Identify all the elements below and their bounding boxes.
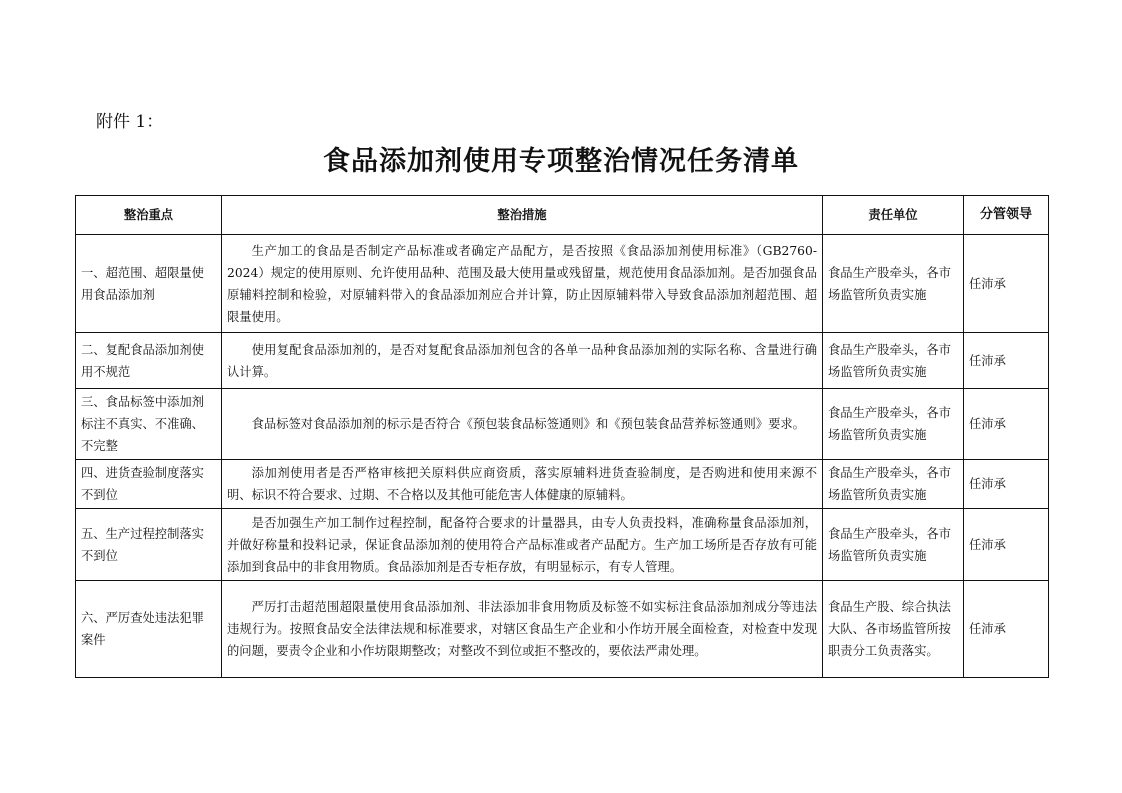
cell-focus: 一、超范围、超限量使用食品添加剂 [76, 235, 222, 333]
table-row [76, 581, 1049, 678]
cell-focus: 二、复配食品添加剂使用不规范 [76, 333, 222, 389]
cell-measures: 食品标签对食品添加剂的标示是否符合《预包装食品标签通则》和《预包装食品营养标签通则》要求。 [222, 389, 823, 460]
cell-leader: 任沛承 [964, 333, 1049, 389]
cell-measures: 生产加工的食品是否制定产品标准或者确定产品配方，是否按照《食品添加剂使用标准》（GB2760-2024）规定的使用原则、允许使用品种、范围及最大使用量或残留量，规范使用食品添加剂。是否加强食品原辅料控制和检验，对原辅料带入的食品添加剂应合并计算，防止因原辅料带入导致食品添加剂超范围、超限量使用。 [222, 235, 823, 333]
cell-focus: 三、食品标签中添加剂标注不真实、不准确、不完整 [76, 389, 222, 460]
cell-leader: 任沛承 [964, 460, 1049, 509]
table-row [76, 235, 1049, 333]
cell-measures: 严厉打击超范围超限量使用食品添加剂、非法添加非食用物质及标签不如实标注食品添加剂成分等违法违规行为。按照食品安全法律法规和标准要求，对辖区食品生产企业和小作坊开展全面检查，对检查中发现的问题，要责令企业和小作坊限期整改；对整改不到位或拒不整改的，要依法严肃处理。 [222, 581, 823, 678]
table-header-row [76, 196, 1049, 235]
cell-measures: 添加剂使用者是否严格审核把关原料供应商资质，落实原辅料进货查验制度，是否购进和使用来源不明、标识不符合要求、过期、不合格以及其他可能危害人体健康的原辅料。 [222, 460, 823, 509]
cell-focus: 四、进货查验制度落实不到位 [76, 460, 222, 509]
cell-focus: 五、生产过程控制落实不到位 [76, 509, 222, 581]
task-list-table [75, 195, 1049, 678]
attachment-label: 附件 1： [96, 112, 164, 132]
column-header-leader: 分管领导 [964, 196, 1049, 235]
cell-unit: 食品生产股牵头，各市场监管所负责实施 [823, 333, 964, 389]
cell-leader: 任沛承 [964, 581, 1049, 678]
document-title: 食品添加剂使用专项整治情况任务清单 [323, 146, 799, 177]
cell-unit: 食品生产股牵头，各市场监管所负责实施 [823, 235, 964, 333]
column-header-measures: 整治措施 [222, 196, 823, 235]
table-row [76, 509, 1049, 581]
table-row [76, 389, 1049, 460]
cell-unit: 食品生产股、综合执法大队、各市场监管所按职责分工负责落实。 [823, 581, 964, 678]
cell-leader: 任沛承 [964, 509, 1049, 581]
cell-leader: 任沛承 [964, 235, 1049, 333]
column-header-focus: 整治重点 [76, 196, 222, 235]
column-header-unit: 责任单位 [823, 196, 964, 235]
cell-unit: 食品生产股牵头，各市场监管所负责实施 [823, 460, 964, 509]
table-row [76, 333, 1049, 389]
cell-unit: 食品生产股牵头，各市场监管所负责实施 [823, 389, 964, 460]
cell-measures: 使用复配食品添加剂的，是否对复配食品添加剂包含的各单一品种食品添加剂的实际名称、含量进行确认计算。 [222, 333, 823, 389]
cell-measures: 是否加强生产加工制作过程控制，配备符合要求的计量器具，由专人负责投料，准确称量食品添加剂，并做好称量和投料记录，保证食品添加剂的使用符合产品标准或者产品配方。生产加工场所是否存放有可能添加到食品中的非食用物质。食品添加剂是否专柜存放，有明显标示，有专人管理。 [222, 509, 823, 581]
table-row [76, 460, 1049, 509]
cell-leader: 任沛承 [964, 389, 1049, 460]
cell-focus: 六、严厉查处违法犯罪案件 [76, 581, 222, 678]
cell-unit: 食品生产股牵头，各市场监管所负责实施 [823, 509, 964, 581]
